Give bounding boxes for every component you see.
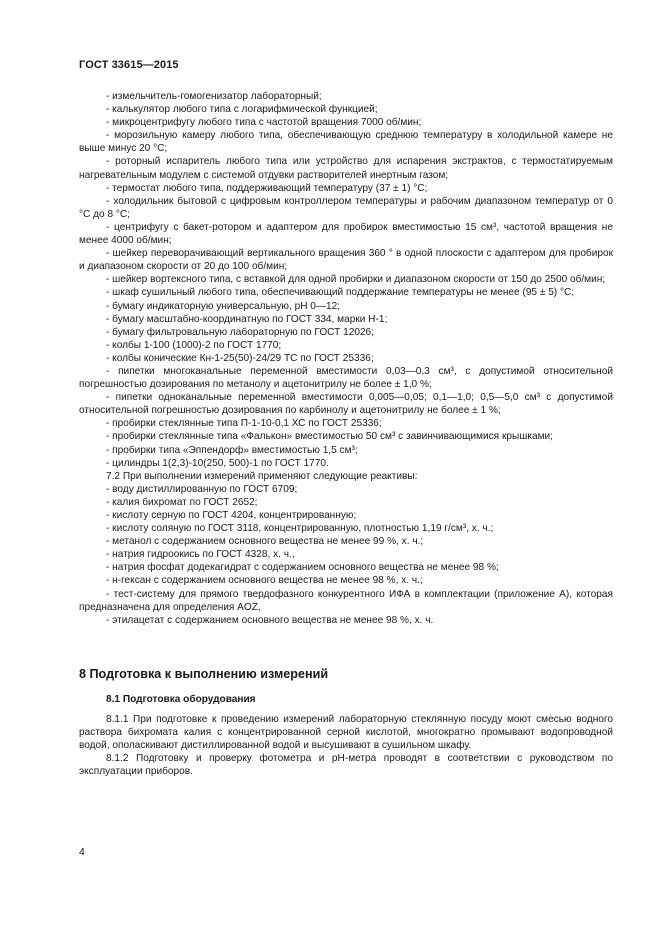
list-item: - тест-систему для прямого твердофазного конкурентного ИФА в комплектации (приложение А), которая предназначена для определения AOZ, (79, 588, 613, 613)
list-item: - кислоту соляную по ГОСТ 3118, концентрированную, плотностью 1,19 г/см³, х. ч.; (106, 523, 494, 535)
list-item: - термостат любого типа, поддерживающий температуру (37 ± 1) °С; (106, 182, 428, 194)
list-item: - пипетки многоканальные переменной вместимости 0,03—0,3 см³, с допустимой относительной погрешностью дозирования по метанолу и ацетонитрилу не более ± 1,0 %; (79, 365, 613, 391)
list-item: - пробирки стеклянные типа «Фалькон» вместимостью 50 см³ с завинчивающимися крышками; (106, 431, 553, 443)
equipment-and-reagents-list (79, 90, 613, 627)
list-item: - натрия гидроокись по ГОСТ 4328, х. ч., (106, 549, 295, 561)
list-item: - центрифугу с бакет-ротором и адаптером для пробирок вместимостью 15 см³, частотой вращения не менее 4000 об/мин; (79, 221, 613, 247)
list-item: - пробирки типа «Эппендорф» вместимостью 1,5 см³; (106, 444, 358, 456)
section-body (79, 713, 613, 778)
list-item: - измельчитель-гомогенизатор лабораторный; (106, 91, 322, 102)
list-item: - колбы 1-100 (1000)-2 по ГОСТ 1770; (106, 339, 282, 351)
list-item: - цилиндры 1(2,3)-10(250, 500)-1 по ГОСТ 1770. (106, 457, 329, 469)
list-item: - шкаф сушильный любого типа, обеспечивающий поддержание температуры не менее (95 ± 5) °С; (106, 287, 575, 299)
section-title: 8 Подготовка к выполнению измерений (79, 667, 329, 681)
list-item: - шейкер вортексного типа, с вставкой для одной пробирки и диапазоном скорости от 150 до 2500 об/мин; (106, 274, 606, 286)
list-item: - кислоту серную по ГОСТ 4204, концентрированную; (106, 510, 357, 521)
page-number: 4 (79, 846, 85, 858)
reagents-intro: 7.2 При выполнении измерений применяют следующие реактивы: (106, 470, 418, 482)
paragraph: 8.1.1 При подготовке к проведению измерений лабораторную стеклянную посуду моют смесью водного раствора бихромата калия с концентрированной серной кислотой, многократно промывают водопроводной водой, ополаскивают дистиллированной водой и высушивают в сушильном шкафу. (79, 714, 613, 752)
list-item: - микроцентрифугу любого типа с частотой вращения 7000 об/мин; (106, 117, 422, 129)
document-header: ГОСТ 33615—2015 (79, 59, 179, 71)
list-item: - пробирки стеклянные типа П-1-10-0,1 ХС по ГОСТ 25336; (106, 418, 382, 430)
list-item: - холодильник бытовой с цифровым контроллером температуры и рабочим диапазоном температур от 0 °С до 8 °С; (79, 195, 613, 220)
list-item: - бумагу фильтровальную лабораторную по ГОСТ 12026; (106, 326, 374, 338)
list-item: - пипетки одноканальные переменной вместимости 0,005—0,05; 0,1—1,0; 0,5—5,0 см³ с допустимой относительной погрешностью дозирования по карбинолу и ацетонитрилу не более ± 1 %; (79, 392, 613, 417)
subsection-title: 8.1 Подготовка оборудования (106, 694, 256, 705)
list-item: - бумагу масштабно-координатную по ГОСТ 334, марки Н-1; (106, 313, 388, 325)
list-item: - роторный испаритель любого типа или устройство для испарения экстрактов, с термостатируемым нагревательным модулем с системой отдувки растворителей инертным газом; (79, 156, 613, 181)
list-item: - калькулятор любого типа с логарифмической функцией; (106, 104, 378, 116)
list-item: - метанол с содержанием основного вещества не менее 99 %, х. ч.; (106, 536, 424, 548)
list-item: - калия бихромат по ГОСТ 2652; (106, 496, 258, 508)
list-item: - бумагу индикаторную универсальную, рН 0—12; (106, 300, 341, 312)
list-item: - н-гексан с содержанием основного вещества не менее 98 %, х. ч.; (106, 575, 423, 587)
list-item: - колбы конические Кн-1-25(50)-24/29 ТС по ГОСТ 25336; (106, 352, 374, 364)
list-item: - воду дистиллированную по ГОСТ 6709; (106, 483, 298, 495)
list-item: - этилацетат с содержанием основного вещества не менее 98 %, х. ч. (106, 614, 434, 626)
list-item: - шейкер переворачивающий вертикального вращения 360 ° в одной плоскости с адаптером для пробирок и диапазоном скорости от 20 до 100 об/мин; (79, 248, 613, 273)
list-item: - натрия фосфат додекагидрат с содержанием основного вещества не менее 98 %; (106, 562, 499, 574)
list-item: - морозильную камеру любого типа, обеспечивающую среднюю температуру в холодильной камере не выше минус 20 °С; (79, 130, 613, 155)
paragraph: 8.1.2 Подготовку и проверку фотометра и рН-метра проводят в соответствии с руководством по эксплуатации приборов. (79, 753, 613, 778)
